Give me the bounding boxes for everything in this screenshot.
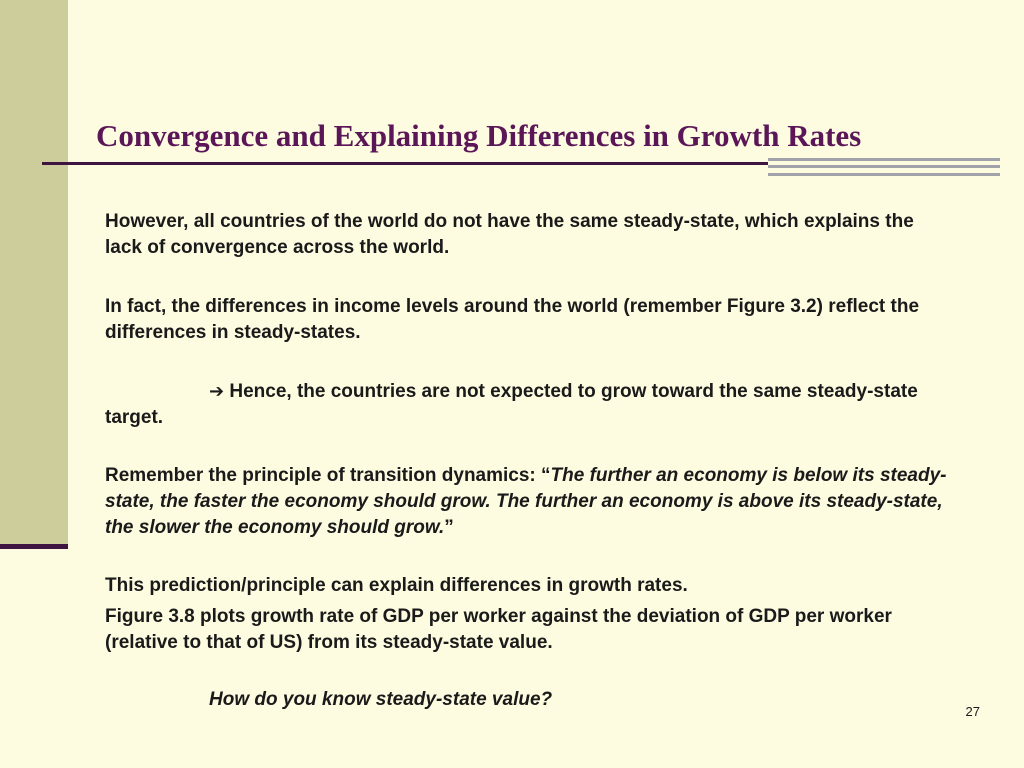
hence-text: Hence, the countries are not expected to grow toward the same steady-state target.: [105, 381, 918, 428]
paragraph-steady-state: However, all countries of the world do not have the same steady-state, which explains the lack of convergence across the world.: [105, 211, 914, 258]
accent-bar: [768, 165, 1000, 168]
slide-title: Convergence and Explaining Differences in Growth Rates: [96, 118, 862, 153]
sidebar-decoration: [0, 0, 68, 546]
question-text: How do you know steady-state value?: [209, 689, 553, 710]
transition-close: ”: [444, 517, 454, 538]
page-number: 27: [965, 704, 980, 719]
paragraph-prediction: This prediction/principle can explain differences in growth rates.: [105, 575, 688, 596]
paragraph-hence: [105, 379, 955, 431]
paragraph-question: [105, 687, 955, 713]
accent-bar: [768, 158, 1000, 161]
transition-quote: The further an economy is below its steady-state, the faster the economy should grow. The further an economy is above its steady-state, the slower the economy should grow.: [105, 465, 947, 538]
title-underline: [42, 162, 768, 165]
right-arrow-icon: ➔: [209, 381, 225, 402]
paragraph-figure-3-8: Figure 3.8 plots growth rate of GDP per worker against the deviation of GDP per worker (relative to that of US) from its steady-state value.: [105, 606, 892, 653]
sidebar-rule: [0, 544, 68, 549]
paragraph-transition-dynamics: [105, 463, 955, 541]
transition-lead: Remember the principle of transition dynamics: “: [105, 465, 551, 486]
accent-bar: [768, 173, 1000, 176]
paragraph-income-levels: In fact, the differences in income levels around the world (remember Figure 3.2) reflect the differences in steady-states.: [105, 296, 920, 343]
